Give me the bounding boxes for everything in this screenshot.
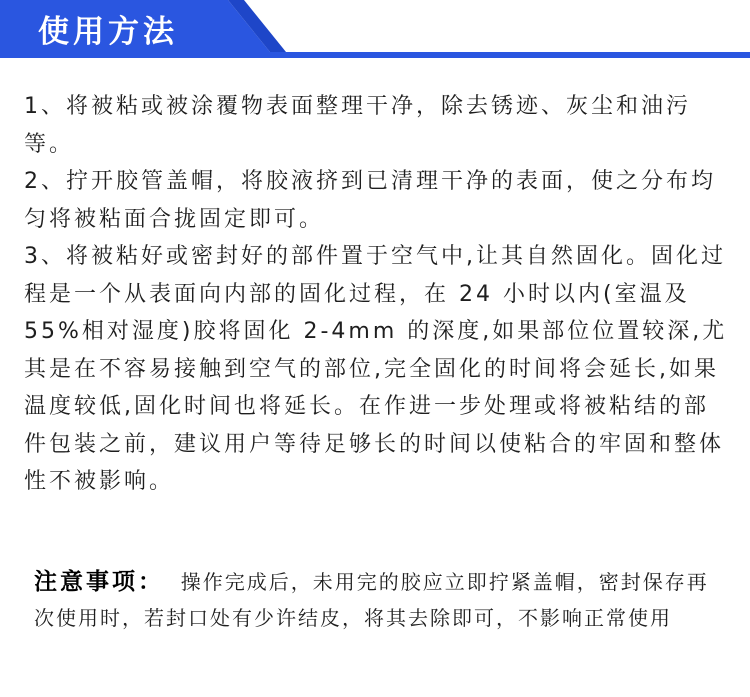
step-item: 2、拧开胶管盖帽，将胶液挤到已清理干净的表面，使之分布均匀将被粘面合拢固定即可。 — [24, 169, 716, 232]
section-header — [0, 0, 750, 62]
notes-section — [24, 564, 730, 636]
note-heading: 注意事项： — [34, 569, 164, 595]
usage-steps — [24, 88, 730, 501]
section-title: 使用方法 — [38, 14, 178, 50]
step-item: 1、将被粘或被涂覆物表面整理干净，除去锈迹、灰尘和油污等。 — [24, 94, 691, 157]
note-text: 操作完成后，未用完的胶应立即拧紧盖帽，密封保存再次使用时，若封口处有少许结皮，将其去除即可，不影响正常使用 — [34, 570, 709, 630]
note-paragraph — [24, 564, 730, 636]
step-item: 3、将被粘好或密封好的部件置于空气中,让其自然固化。固化过程是一个从表面向内部的固化过程，在 24 小时以内(室温及 55%相对湿度)胶将固化 2-4mm 的深度,如果部位位置较深,尤其是在不容易接触到空气的部位,完全固化的时间将会延长,如果温度较低,固化时间也将延长。在作进一步处理或将被粘结的部件包装之前，建议用户等待足够长的时间以使粘合的牢固和整体性不被影响。 — [24, 244, 728, 494]
